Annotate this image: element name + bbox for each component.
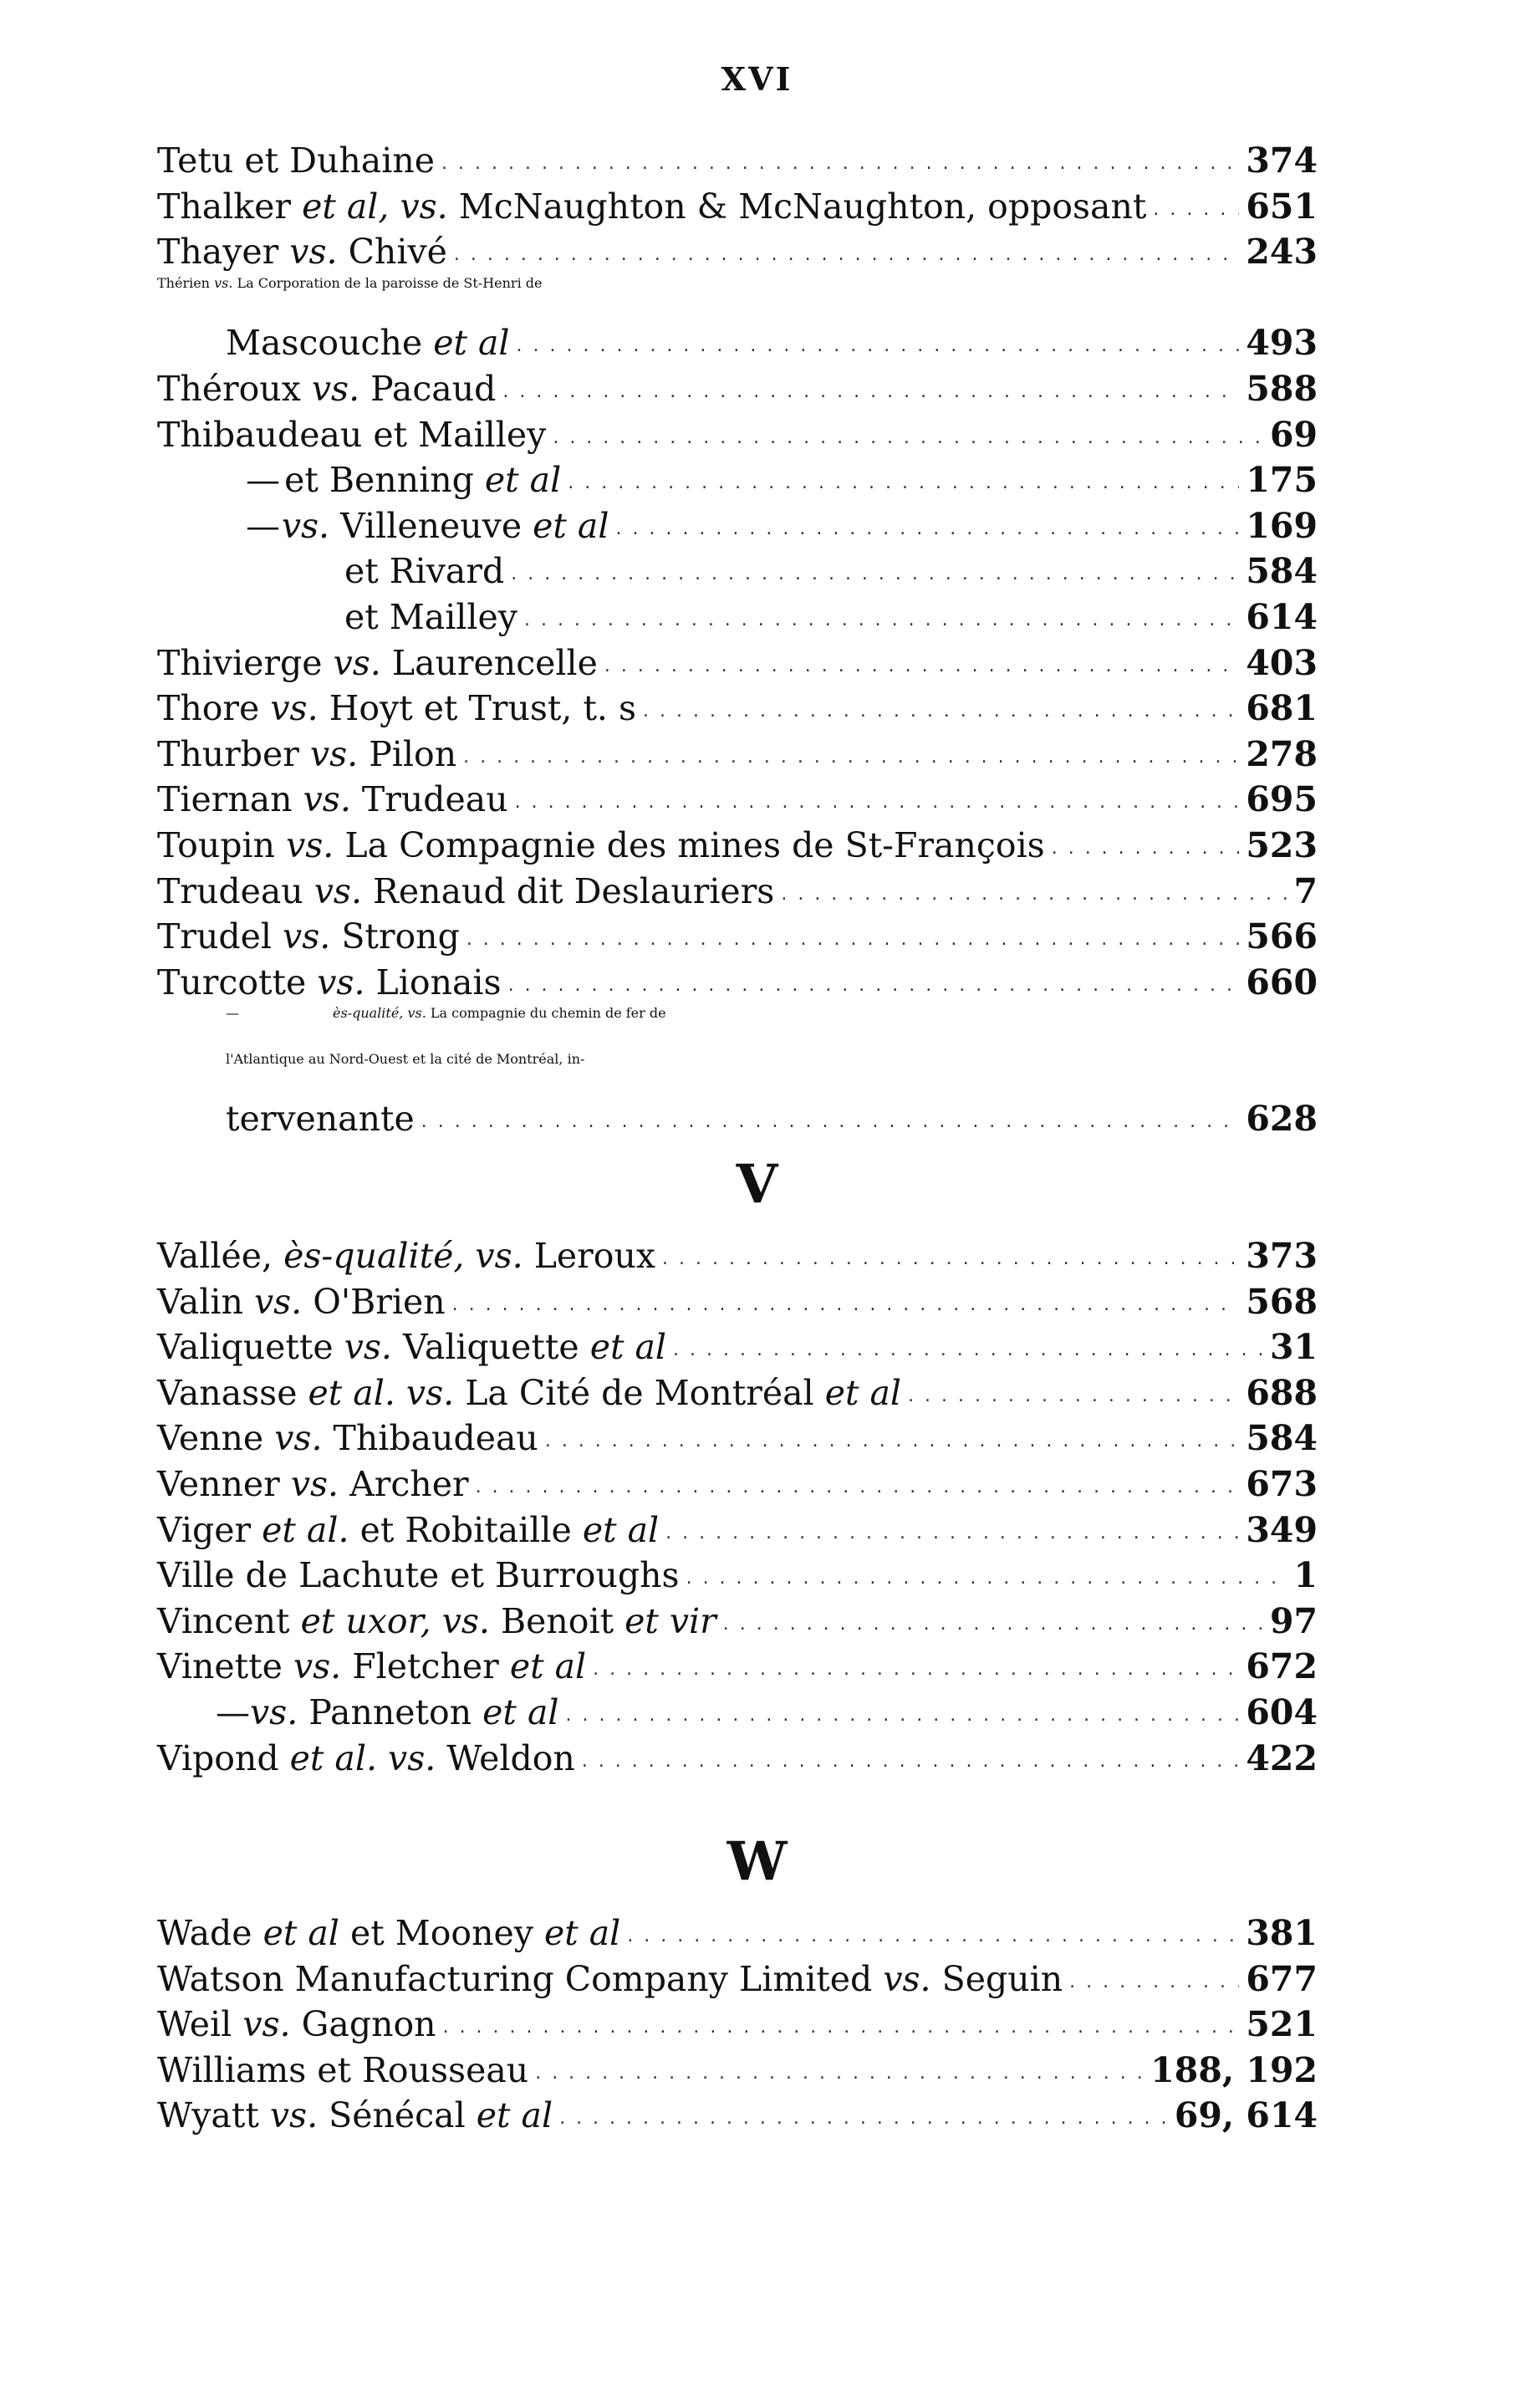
page-ref: 588 [1246, 368, 1318, 409]
index-entry-sub: et Rivard . . . 584 [157, 548, 1318, 594]
index-entry-continuation: tervenante . . . 628 [157, 1096, 1318, 1142]
leader-dots [517, 324, 1240, 370]
index-entry: Williams et Rousseau . . . 188, 192 [157, 2048, 1318, 2094]
leader-dots [662, 1237, 1239, 1283]
page-ref: 584 [1246, 551, 1318, 592]
leader-dots [781, 872, 1287, 918]
leader-dots [643, 689, 1239, 735]
index-entry: Thalker et al, vs. McNaughton & McNaughton, opposant . . . 651 [157, 184, 1318, 230]
page-ref: 349 [1246, 1509, 1318, 1550]
leader-dots [559, 2096, 1168, 2142]
index-section-w [157, 1911, 1318, 2139]
leader-dots [566, 1693, 1240, 1739]
index-entry: Vinette vs. Fletcher et al . . . 672 [157, 1644, 1318, 1690]
page-ref: 31 [1269, 1327, 1318, 1368]
leader-dots [443, 2005, 1240, 2051]
leader-dots [441, 141, 1239, 187]
index-entry: Thore vs. Hoyt et Trust, t. s . . . 681 [157, 686, 1318, 732]
index-entry: Valin vs. O'Brien . . . 568 [157, 1279, 1318, 1325]
page-ref: 523 [1246, 824, 1318, 865]
index-section-t [157, 138, 1318, 1142]
index-entry: Vanasse et al. vs. La Cité de Montréal et al . . . 688 [157, 1370, 1318, 1416]
index-entry: Trudel vs. Strong . . . 566 [157, 914, 1318, 960]
index-entry-continuation: Mascouche et al . . . 493 [157, 320, 1318, 366]
leader-dots [476, 1465, 1240, 1511]
leader-dots [545, 1419, 1240, 1465]
page-ref: 403 [1246, 642, 1318, 683]
page-ref: 584 [1246, 1418, 1318, 1459]
page-ref: 69 [1269, 414, 1318, 455]
index-entry: Tiernan vs. Trudeau . . . 695 [157, 777, 1318, 823]
index-entry: Venner vs. Archer . . . 673 [157, 1462, 1318, 1508]
leader-dots [1052, 826, 1240, 872]
index-section-v [157, 1233, 1318, 1781]
page-ref: 422 [1246, 1737, 1318, 1778]
index-entry-sub: — vs. Panneton et al . . . 604 [157, 1690, 1318, 1736]
leader-dots [511, 552, 1239, 598]
page-ref: 278 [1246, 733, 1318, 774]
leader-dots [568, 461, 1239, 507]
leader-dots [1069, 1960, 1239, 2006]
index-entry: Weil vs. Gagnon . . . 521 [157, 2002, 1318, 2048]
page-ref: 381 [1246, 1913, 1318, 1953]
leader-dots [604, 644, 1240, 690]
index-entry-sub: et Mailley . . . 614 [157, 594, 1318, 640]
index-entry-sub: — vs. Villeneuve et al . . . 169 [157, 503, 1318, 549]
index-entry: Trudeau vs. Renaud dit Deslauriers . . . 7 [157, 869, 1318, 915]
leader-dots [665, 1511, 1239, 1557]
page-ref: 169 [1246, 505, 1318, 546]
index-entry: Vallée, ès-qualité, vs. Leroux . . . 373 [157, 1233, 1318, 1279]
leader-dots [502, 370, 1239, 416]
index-entry-sub: — et Benning et al . . . 175 [157, 457, 1318, 503]
page-ref: 243 [1246, 232, 1318, 273]
page-ref: 651 [1246, 186, 1318, 227]
section-heading-w: W [726, 1830, 788, 1893]
page-ref: 7 [1293, 870, 1318, 911]
ditto-dash: — [216, 1691, 250, 1732]
leader-dots [535, 2051, 1144, 2097]
page-ref: 175 [1246, 460, 1318, 501]
leader-dots [524, 598, 1239, 644]
entry-name: Tetu et Duhaine [157, 140, 436, 181]
index-entry-line: Thérien vs. La Corporation de la paroisse de St-Henri de [157, 274, 543, 291]
index-entry-line: l'Atlantique au Nord-Ouest et la cité de Montréal, in- [226, 1050, 585, 1067]
index-entry-line: — ès-qualité, vs. La compagnie du chemin de fer de [226, 1005, 666, 1022]
page-ref: 681 [1246, 688, 1318, 729]
leader-dots [908, 1374, 1239, 1420]
page-ref: 695 [1246, 779, 1318, 820]
index-entry: Thayer vs. Chivé . . . 243 [157, 229, 1318, 275]
page-ref: 69, 614 [1174, 2095, 1318, 2136]
page-ref: 568 [1246, 1281, 1318, 1322]
ditto-dash: — [246, 505, 280, 546]
leader-dots [463, 735, 1239, 781]
leader-dots [627, 1914, 1239, 1960]
page-ref: 373 [1246, 1236, 1318, 1276]
page-ref: 672 [1246, 1646, 1318, 1687]
page-ref: 566 [1246, 916, 1318, 957]
page-ref: 97 [1269, 1600, 1318, 1641]
index-entry: Venne vs. Thibaudeau . . . 584 [157, 1416, 1318, 1462]
leader-dots [616, 507, 1240, 553]
index-entry [157, 138, 1318, 184]
leader-dots [686, 1556, 1287, 1602]
page-ref: 521 [1246, 2004, 1318, 2045]
index-entry: Watson Manufacturing Company Limited vs. Seguin . . . 677 [157, 1956, 1318, 2002]
index-entry: Théroux vs. Pacaud . . . 588 [157, 366, 1318, 412]
index-entry: Vincent et uxor, vs. Benoit et vir . . . 97 [157, 1599, 1318, 1645]
page-ref: 374 [1246, 140, 1318, 181]
leader-dots [593, 1647, 1239, 1693]
index-entry: Turcotte vs. Lionais . . . 660 [157, 960, 1318, 1006]
leader-dots [582, 1739, 1240, 1785]
leader-dots [1153, 187, 1239, 233]
page-ref: 493 [1246, 323, 1318, 364]
page-ref: 188, 192 [1150, 2049, 1318, 2090]
leader-dots [515, 780, 1240, 826]
leader-dots [454, 232, 1240, 278]
leader-dots [723, 1602, 1263, 1648]
leader-dots [421, 1099, 1240, 1145]
page-ref: 688 [1246, 1372, 1318, 1413]
page-ref: 1 [1293, 1555, 1318, 1596]
index-entry: Thibaudeau et Mailley . . . 69 [157, 412, 1318, 458]
page-ref: 604 [1246, 1691, 1318, 1732]
section-heading-v: V [736, 1153, 778, 1216]
index-entry: Valiquette vs. Valiquette et al . . . 31 [157, 1324, 1318, 1370]
leader-dots [466, 917, 1240, 963]
index-entry: Thivierge vs. Laurencelle . . . 403 [157, 640, 1318, 686]
page-ref: 660 [1246, 962, 1318, 1002]
index-entry: Wyatt vs. Sénécal et al . . . 69, 614 [157, 2093, 1318, 2139]
leader-dots [508, 963, 1240, 1009]
ditto-dash: — [226, 1005, 239, 1022]
index-entry: Thurber vs. Pilon . . . 278 [157, 732, 1318, 778]
index-entry: Toupin vs. La Compagnie des mines de St-François . . . 523 [157, 823, 1318, 869]
leader-dots [452, 1283, 1240, 1329]
leader-dots [553, 416, 1263, 462]
index-entry: Viger et al. et Robitaille et al . . . 349 [157, 1508, 1318, 1553]
page-ref: 628 [1246, 1099, 1318, 1140]
index-entry: Wade et al et Mooney et al . . . 381 [157, 1911, 1318, 1956]
index-entry: Ville de Lachute et Burroughs . . . 1 [157, 1553, 1318, 1599]
page-number: XVI [721, 60, 793, 98]
leader-dots [673, 1328, 1263, 1374]
page-ref: 677 [1246, 1958, 1318, 1999]
page-ref: 673 [1246, 1463, 1318, 1504]
page-ref: 614 [1246, 596, 1318, 637]
ditto-dash: — [246, 460, 280, 501]
index-entry: Vipond et al. vs. Weldon . . . 422 [157, 1736, 1318, 1782]
